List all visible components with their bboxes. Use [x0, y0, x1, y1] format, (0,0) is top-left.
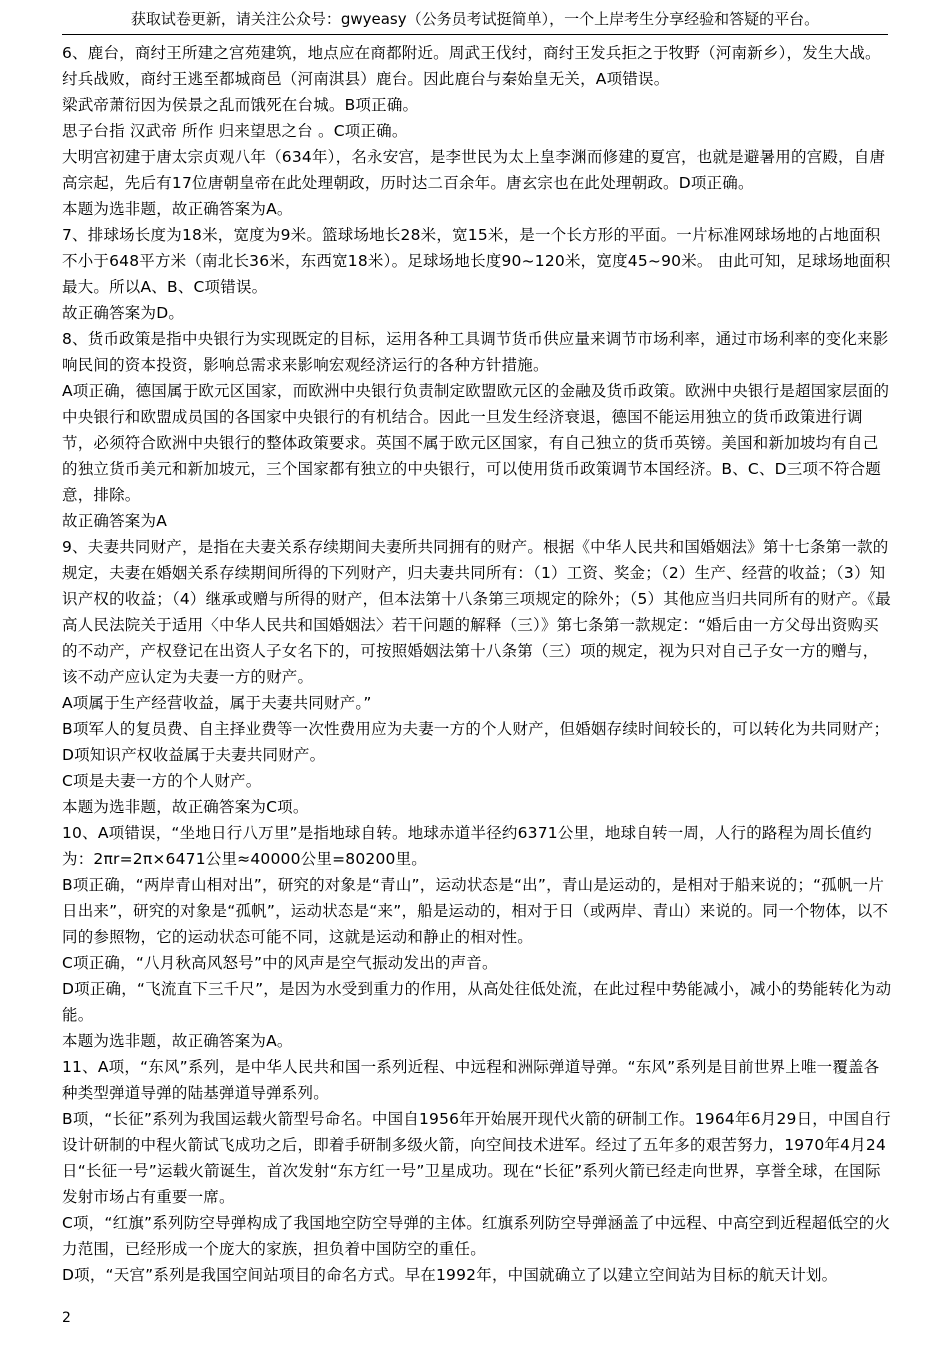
- paragraph: 本题为选非题，故正确答案为A。: [62, 200, 293, 218]
- paragraph: C项，“红旗”系列防空导弹构成了我国地空防空导弹的主体。红旗系列防空导弹涵盖了中远程、中高空到近程超低空的火力范围，已经形成一个庞大的家族，担负着中国防空的重任。: [62, 1214, 891, 1258]
- paragraph: 9、夫妻共同财产，是指在夫妻关系存续期间夫妻所共同拥有的财产。根据《中华人民共和国婚姻法》第十七条第一款的规定，夫妻在婚姻关系存续期间所得的下列财产，归夫妻共同所有：（1）工资、奖金；（2）生产、经营的收益；（3）知识产权的收益；（4）继承或赠与所得的财产，但本法第十八条第三项规定的除外；（5）其他应当归共同所有的财产。《最高人民法院关于适用〈中华人民共和国婚姻法〉若干问题的解释（三）》第七条第一款规定：“婚后由一方父母出资购买的不动产，产权登记在出资人子女名下的，可按照婚姻法第十八条第（三）项的规定，视为只对自己子女一方的赠与，该不动产应认定为夫妻一方的财产。: [62, 538, 891, 686]
- paragraph: C项是夫妻一方的个人财产。: [62, 772, 262, 790]
- paragraph: 本题为选非题，故正确答案为A。: [62, 1032, 293, 1050]
- paragraph: 8、货币政策是指中央银行为实现既定的目标，运用各种工具调节货币供应量来调节市场利率，通过市场利率的变化来影响民间的资本投资，影响总需求来影响宏观经济运行的各种方针措施。: [62, 330, 889, 374]
- paragraph: 思子台指 汉武帝 所作 归来望思之台 。C项正确。: [62, 122, 408, 140]
- paragraph: B项，“长征”系列为我国运载火箭型号命名。中国自1956年开始展开现代火箭的研制工作。1964年6月29日，中国自行设计研制的中程火箭试飞成功之后，即着手研制多级火箭，向空间技术进军。经过了五年多的艰苦努力，1970年4月24日“长征一号”运载火箭诞生，首次发射“东方红一号”卫星成功。现在“长征”系列火箭已经走向世界，享誉全球，在国际发射市场占有重要一席。: [62, 1110, 891, 1206]
- document-body: [62, 40, 892, 1288]
- page-number: 2: [62, 1310, 71, 1326]
- paragraph: 6、鹿台，商纣王所建之宫苑建筑，地点应在商都附近。周武王伐纣，商纣王发兵拒之于牧野（河南新乡），发生大战。纣兵战败，商纣王逃至都城商邑（河南淇县）鹿台。因此鹿台与秦始皇无关，A项错误。: [62, 44, 881, 88]
- paragraph: D项，“天宫”系列是我国空间站项目的命名方式。早在1992年，中国就确立了以建立空间站为目标的航天计划。: [62, 1266, 838, 1284]
- paragraph: 梁武帝萧衍因为侯景之乱而饿死在台城。B项正确。: [62, 96, 419, 114]
- paragraph: B项正确，“两岸青山相对出”，研究的对象是“青山”，运动状态是“出”，青山是运动的，是相对于船来说的；“孤帆一片日出来”，研究的对象是“孤帆”，运动状态是“来”，船是运动的，相对于日（或两岸、青山）来说的。同一个物体，以不同的参照物，它的运动状态可能不同，这就是运动和静止的相对性。: [62, 876, 889, 946]
- paragraph: 故正确答案为A: [62, 512, 168, 530]
- paragraph: B项军人的复员费、自主择业费等一次性费用应为夫妻一方的个人财产，但婚姻存续时间较长的，可以转化为共同财产；: [62, 720, 890, 738]
- paragraph: 本题为选非题，故正确答案为C项。: [62, 798, 309, 816]
- paragraph: A项正确，德国属于欧元区国家，而欧洲中央银行负责制定欧盟欧元区的金融及货币政策。欧洲中央银行是超国家层面的中央银行和欧盟成员国的各国家中央银行的有机结合。因此一旦发生经济衰退，德国不能运用独立的货币政策进行调节，必须符合欧洲中央银行的整体政策要求。英国不属于欧元区国家，有自己独立的货币英镑。美国和新加坡均有自己的独立货币美元和新加坡元，三个国家都有独立的中央银行，可以使用货币政策调节本国经济。B、C、D三项不符合题意，排除。: [62, 382, 890, 504]
- paragraph: 大明宫初建于唐太宗贞观八年（634年），名永安宫，是李世民为太上皇李渊而修建的夏宫，也就是避暑用的宫殿，自唐高宗起，先后有17位唐朝皇帝在此处理朝政，历时达二百余年。唐玄宗也在此处理朝政。D项正确。: [62, 148, 886, 192]
- paragraph: 10、A项错误，“坐地日行八万里”是指地球自转。地球赤道半径约6371公里，地球自转一周，人行的路程为周长值约为：2πr=2π×6471公里≈40000公里=80200里。: [62, 824, 872, 868]
- page-header: 获取试卷更新，请关注公众号：gwyeasy（公务员考试挺简单），一个上岸考生分享经验和答疑的平台。: [62, 6, 888, 35]
- paragraph: 11、A项，“东风”系列，是中华人民共和国一系列近程、中远程和洲际弹道导弹。“东风”系列是目前世界上唯一覆盖各种类型弹道导弹的陆基弹道导弹系列。: [62, 1058, 880, 1102]
- paragraph: 7、排球场长度为18米，宽度为9米。篮球场地长28米，宽15米，是一个长方形的平面。一片标准网球场地的占地面积不小于648平方米（南北长36米，东西宽18米）。足球场地长度90~120米，宽度45~90米。 由此可知，足球场地面积最大。所以A、B、C项错误。: [62, 226, 891, 296]
- paragraph: A项属于生产经营收益，属于夫妻共同财产。”: [62, 694, 372, 712]
- paragraph: D项知识产权收益属于夫妻共同财产。: [62, 746, 326, 764]
- paragraph: D项正确，“飞流直下三千尺”，是因为水受到重力的作用，从高处往低处流，在此过程中势能减小，减小的势能转化为动能。: [62, 980, 892, 1024]
- paragraph: C项正确，“八月秋高风怒号”中的风声是空气振动发出的声音。: [62, 954, 498, 972]
- paragraph: 故正确答案为D。: [62, 304, 185, 322]
